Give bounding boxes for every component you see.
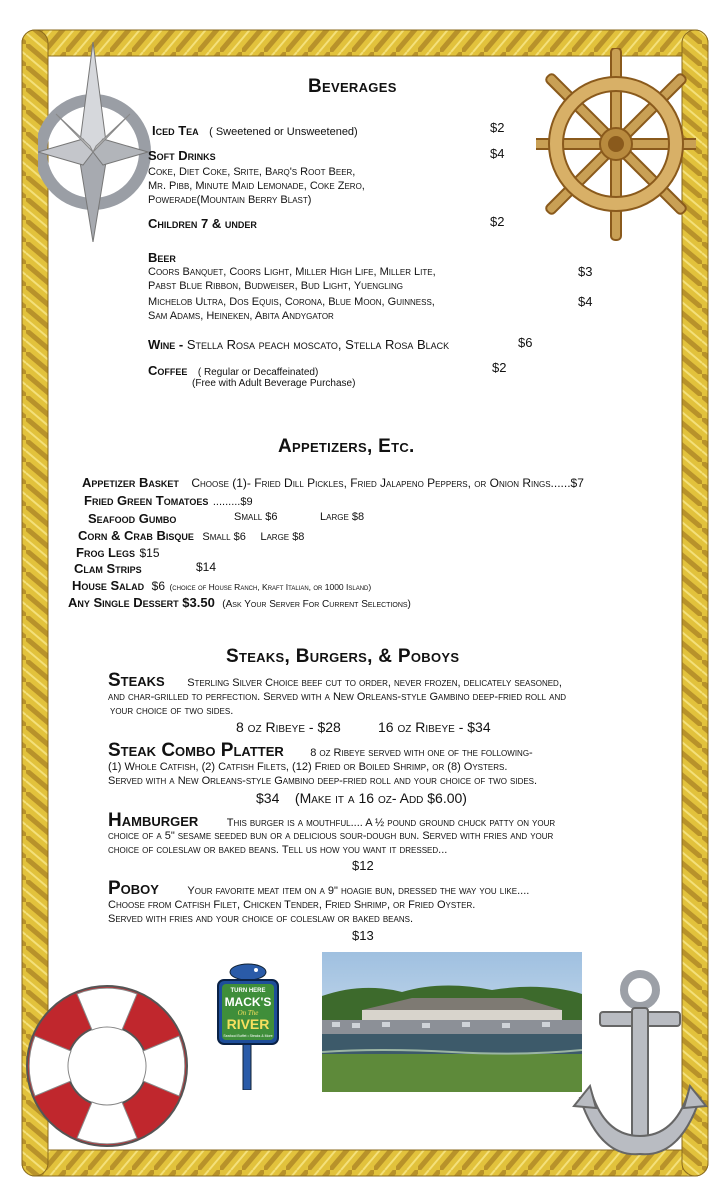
green-tomatoes-name: Fried Green Tomatoes [84,493,209,508]
sign-on-the-text: On The [237,1009,259,1017]
hamburger-line-2: choice of coleslaw or baked beans. Tell us how you want it dressed... [108,844,448,856]
clam-strips-name: Clam Strips [74,561,142,576]
soft-drinks-line-2: Mr. Pibb, Minute Maid Lemonade, Coke Zero, [148,180,365,192]
beer-name: Beer [148,250,176,265]
appetizer-basket-name: Appetizer Basket [82,475,179,490]
poboy-line-2: Served with fries and your choice of coleslaw or baked beans. [108,913,413,925]
wine-name: Wine - [148,337,187,352]
mains-title: Steaks, Burgers, & Poboys [226,646,460,667]
life-ring-icon [22,966,192,1166]
bisque-name: Corn & Crab Bisque [78,528,194,543]
poboy-line-1: Choose from Catfish Filet, Chicken Tender, Fried Shrimp, or Fried Oyster. [108,899,476,911]
wine-detail: Stella Rosa peach moscato, Stella Rosa Black [186,337,450,352]
gumbo-small: Small $6 [234,511,278,523]
anchor-icon [570,968,710,1168]
bisque-small: Small $6 [202,531,246,543]
hamburger-lead: This burger is a mouthful.... A ½ pound ground chuck patty on your [226,817,556,829]
house-salad-price: $6 [151,579,165,593]
iced-tea-name: Iced Tea [152,123,199,138]
dessert-name: Any Single Dessert $3.50 [68,595,215,610]
bisque-large: Large $8 [260,531,305,543]
soft-drinks-line-3: Powerade(Mountain Berry Blast) [148,194,312,206]
coffee-name: Coffee [148,363,188,378]
beer-price-2: $4 [578,294,593,309]
green-tomatoes-detail: .........$9 [212,496,253,508]
house-salad-note: (choice of House Ranch, Kraft Italian, or 1000 Island) [169,582,372,592]
steaks-line-1: Sterling Silver Choice beef cut to order, never frozen, delicately seasoned, [187,677,562,689]
compass-icon [38,42,158,242]
beverages-title: Beverages [308,76,397,97]
restaurant-photo [322,952,582,1092]
combo-name: Steak Combo Platter [108,740,284,761]
ship-wheel-icon [536,48,696,248]
soft-drinks-price: $4 [490,146,505,161]
steaks-name: Steaks [108,670,165,691]
macks-sign-logo [214,962,284,1090]
hamburger-name: Hamburger [108,810,199,831]
combo-line-2: Served with a New Orleans-style Gambino deep-fried roll and your choice of two sides. [108,775,538,787]
sign-top-text: TURN HERE [230,988,266,994]
steaks-line-2: and char-grilled to perfection. Served with a New Orleans-style Gambino deep-fried roll and [108,691,566,703]
steaks-price-8oz: 8 oz Ribeye - $28 [236,719,341,735]
appetizers-title: Appetizers, Etc. [278,436,415,457]
hamburger-price: $12 [352,858,374,873]
frog-legs-name: Frog Legs [76,545,136,560]
appetizer-basket-detail: Choose (1)- Fried Dill Pickles, Fried Jalapeno Peppers, or Onion Rings......$7 [191,476,584,490]
coffee-price: $2 [492,360,507,375]
gumbo-name: Seafood Gumbo [88,511,177,526]
beer-line-3: Michelob Ultra, Dos Equis, Corona, Blue Moon, Guinness, [148,296,435,308]
sign-river-text: RIVER [226,1016,270,1032]
combo-price: $34 (Make it a 16 oz- Add $6.00) [256,790,467,806]
sign-name-text: MACK'S [224,995,272,1009]
sign-sub-text: Seafood Buffet • Steaks & More [223,1034,273,1038]
beer-line-4: Sam Adams, Heineken, Abita Andygator [148,310,334,322]
beer-line-1: Coors Banquet, Coors Light, Miller High Life, Miller Lite, [148,266,436,278]
poboy-price: $13 [352,928,374,943]
steaks-price-16oz: 16 oz Ribeye - $34 [378,719,491,735]
coffee-note-2: (Free with Adult Beverage Purchase) [192,378,356,389]
wine-price: $6 [518,335,533,350]
hamburger-line-1: choice of a 5" sesame seeded bun or a delicious sour-dough bun. Served with fries and your [108,830,554,842]
dessert-note: (Ask Your Server For Current Selections) [222,599,411,610]
beer-price-1: $3 [578,264,593,279]
clam-strips-price: $14 [196,560,217,574]
iced-tea-price: $2 [490,120,505,135]
frog-legs-price: $15 [139,546,160,560]
poboy-name: Poboy [108,878,159,899]
beer-line-2: Pabst Blue Ribbon, Budweiser, Bud Light, Yuengling [148,280,403,292]
steaks-line-3: your choice of two sides. [110,705,234,717]
children-price: $2 [490,214,505,229]
children-name: Children 7 & under [148,216,257,231]
house-salad-name: House Salad [72,578,145,593]
gumbo-large: Large $8 [320,511,365,523]
soft-drinks-name: Soft Drinks [148,148,216,163]
iced-tea-note: ( Sweetened or Unsweetened) [209,126,358,138]
soft-drinks-line-1: Coke, Diet Coke, Srite, Barq's Root Beer, [148,166,356,178]
coffee-note: ( Regular or Decaffeinated) [197,367,319,378]
poboy-lead: Your favorite meat item on a 9" hoagie bun, dressed the way you like.... [187,885,530,897]
combo-lead: 8 oz Ribeye served with one of the following- [310,747,533,759]
combo-line-1: (1) Whole Catfish, (2) Catfish Filets, (12) Fried or Boiled Shrimp, or (8) Oysters. [108,761,508,773]
